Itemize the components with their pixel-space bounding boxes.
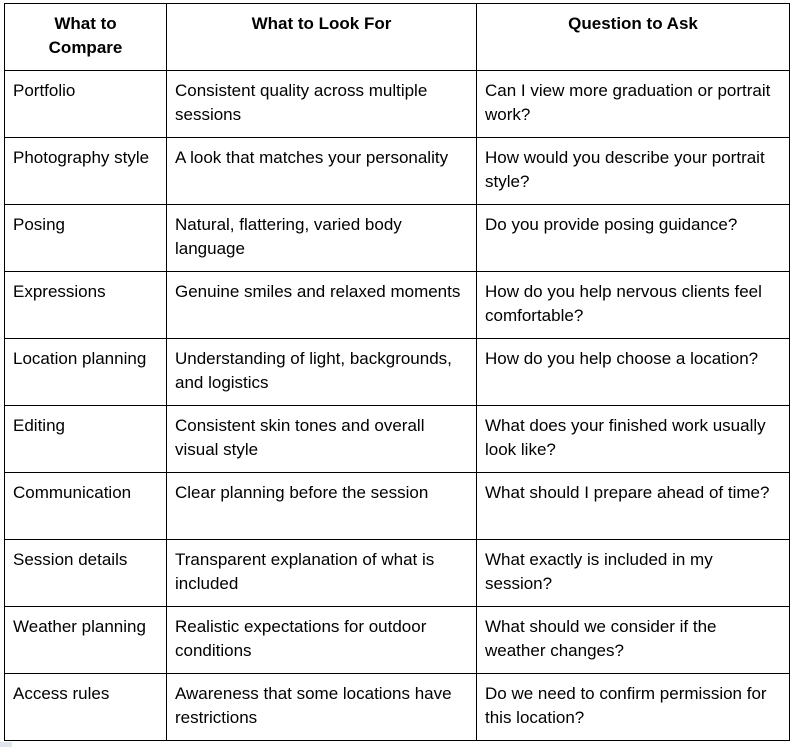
cell-question: How do you help choose a location? — [477, 339, 790, 406]
header-row — [5, 4, 790, 71]
cell-look-for: Consistent quality across multiple sessions — [167, 71, 477, 138]
cell-question: Do we need to confirm permission for this location? — [477, 674, 790, 741]
cell-question: Do you provide posing guidance? — [477, 205, 790, 272]
table-row — [5, 540, 790, 607]
cell-compare: Session details — [5, 540, 167, 607]
cell-compare: Communication — [5, 473, 167, 540]
cell-question: How would you describe your portrait style? — [477, 138, 790, 205]
table-row — [5, 607, 790, 674]
cell-compare: Weather planning — [5, 607, 167, 674]
comparison-table — [4, 3, 790, 741]
cell-look-for: Awareness that some locations have restrictions — [167, 674, 477, 741]
table-row — [5, 674, 790, 741]
table-row — [5, 406, 790, 473]
cell-look-for: Consistent skin tones and overall visual style — [167, 406, 477, 473]
cell-look-for: Natural, flattering, varied body language — [167, 205, 477, 272]
cell-look-for: Understanding of light, backgrounds, and logistics — [167, 339, 477, 406]
table-row — [5, 205, 790, 272]
cell-compare: Posing — [5, 205, 167, 272]
table-row — [5, 272, 790, 339]
table-body — [5, 71, 790, 741]
cell-compare: Location planning — [5, 339, 167, 406]
header-what-to-look-for: What to Look For — [167, 4, 477, 71]
cell-question: Can I view more graduation or portrait work? — [477, 71, 790, 138]
cell-compare: Editing — [5, 406, 167, 473]
cell-question: What does your finished work usually look like? — [477, 406, 790, 473]
corner-decoration — [0, 742, 12, 747]
table-row — [5, 138, 790, 205]
header-question-to-ask: Question to Ask — [477, 4, 790, 71]
cell-look-for: Genuine smiles and relaxed moments — [167, 272, 477, 339]
cell-look-for: A look that matches your personality — [167, 138, 477, 205]
cell-compare: Portfolio — [5, 71, 167, 138]
table-row — [5, 71, 790, 138]
cell-question: What should I prepare ahead of time? — [477, 473, 790, 540]
table-header — [5, 4, 790, 71]
header-what-to-compare: What to Compare — [5, 4, 167, 71]
cell-question: What exactly is included in my session? — [477, 540, 790, 607]
cell-look-for: Transparent explanation of what is included — [167, 540, 477, 607]
cell-question: What should we consider if the weather changes? — [477, 607, 790, 674]
cell-compare: Photography style — [5, 138, 167, 205]
table-row — [5, 473, 790, 540]
table-row — [5, 339, 790, 406]
cell-look-for: Clear planning before the session — [167, 473, 477, 540]
cell-compare: Access rules — [5, 674, 167, 741]
cell-compare: Expressions — [5, 272, 167, 339]
cell-question: How do you help nervous clients feel comfortable? — [477, 272, 790, 339]
cell-look-for: Realistic expectations for outdoor conditions — [167, 607, 477, 674]
